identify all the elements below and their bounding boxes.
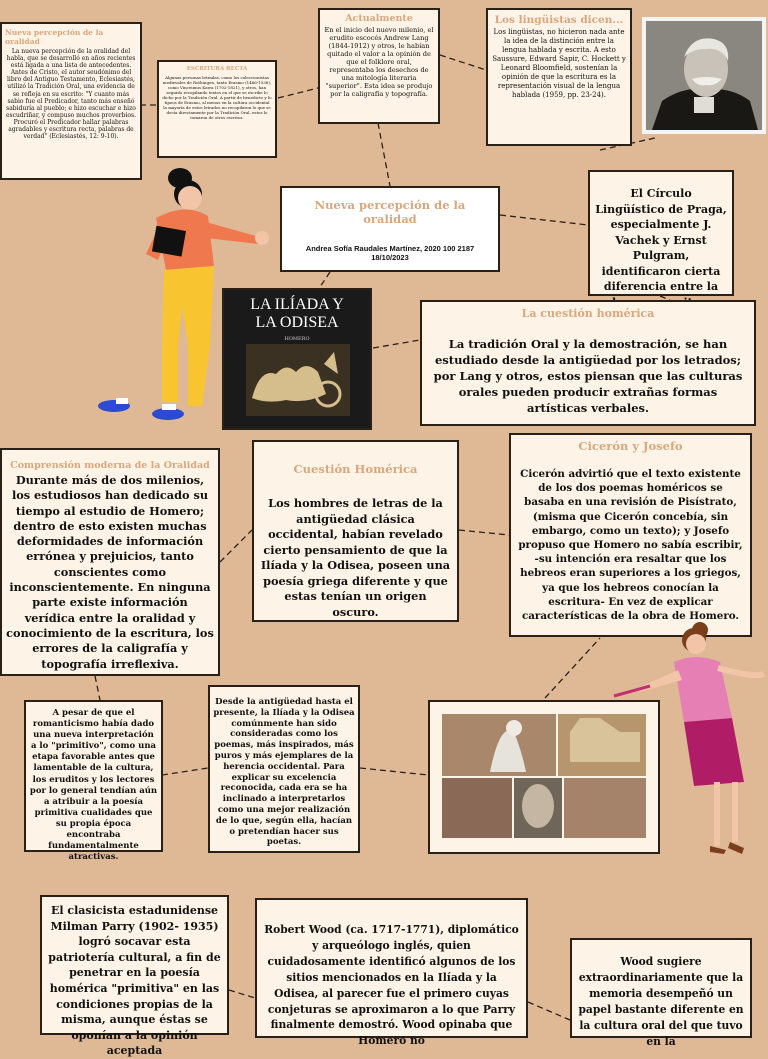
author-name: Andrea Sofía Raudales Martínez, 2020 100 2187 xyxy=(305,244,475,253)
card-nueva-percepcion xyxy=(0,22,142,180)
card-antiguedad xyxy=(208,685,360,853)
connector-romanticismo-antiguedad xyxy=(162,768,208,775)
connector-wood-wood2 xyxy=(528,1002,570,1020)
card-escritura-recta xyxy=(157,60,277,158)
card-robert-wood xyxy=(255,898,528,1048)
chariot-icon xyxy=(246,344,350,416)
card-text: Los lingüistas, no hicieron nada ante la idea de la distinción entre la lengua hablada y escrita. A esto Saussure, Edward Sapir, C. Hockett y Leonard Bloomfield, sostenían la opinión de que la escritura es la representación visual de la lengua hablada (1959, pp. 23-24). xyxy=(492,28,626,99)
card-cuestion-homerica xyxy=(252,440,459,622)
book-cover-image xyxy=(222,288,372,430)
card-actualmente xyxy=(318,8,440,124)
book-title-line-2: LA ODISEA xyxy=(255,314,339,331)
book-author: HOMERO xyxy=(284,336,310,342)
card-wood-sugiere xyxy=(570,938,752,1048)
connector-cuestion-ciceron xyxy=(459,530,509,535)
card-text: El clasicista estadunidense Milman Parry (1902- 1935) logró socavar esta patriotería cultural, a fin de penetrar en la poesía homérica "primitiva" en las condiciones propias de la misma, aunque éstas se oponían a la opinión aceptada xyxy=(48,904,221,1058)
woman-illustration xyxy=(614,618,768,858)
card-title: Cuestión Homérica xyxy=(293,462,418,476)
card-text: Durante más de dos milenios, los estudiosos han dedicado su tiempo al estudio de Homero; dentro de esto existen muchas deformidades de información errónea y prejuicios, tanto conscientes como inconscientemente. En ninguna parte existe información verídica entre la oralidad y conocimiento de la escritura, los errores de la caligrafía y topografía irreflexiva. xyxy=(6,473,214,671)
connector-parry-wood xyxy=(229,990,255,998)
book-title-line-1: LA ILÍADA Y xyxy=(250,296,344,313)
card-text: Robert Wood (ca. 1717-1771), diplomático y arqueólogo inglés, quien cuidadosamente identificó algunos de los sitios mencionados en la Ilíada y la Odisea, al parecer fue el primero cuyas conjeturas se aproximaron a lo que Parry finalmente demostró. Wood opinaba que Homero no xyxy=(264,923,519,1048)
card-title: Actualmente xyxy=(345,13,413,24)
card-text: La nueva percepción de la oralidad del habla, que se desarrolló en años recientes está ligada a una lista de antecedentes. Antes de Cristo, el autor seudónimo del libro del Antiguo Testamento, Eclesiastés, utilizó la Tradición Oral, una evidencia de se refleja en su escrito: "Y cuanto más sabio fue el Predicador, tanto más enseñó sabiduría al pueblo; e hizo escuchar e hizo escudriñar, y compuso muchos proverbios. Procuró el Predicador hallar palabras agradables y escritura recta, palabras de verdad" (Eclesiastés, 12: 9-10). xyxy=(5,48,137,141)
card-circulo-linguistico xyxy=(588,170,734,296)
connector-ciceron-photo xyxy=(545,638,600,698)
portrait-photo xyxy=(642,17,766,134)
connector-antiguedad-photo xyxy=(360,768,428,775)
connector-escritura-actualmente xyxy=(278,88,318,98)
card-title: La cuestión homérica xyxy=(521,307,655,320)
card-text: Wood sugiere extraordinariamente que la memoria desempeñó un papel bastante diferente en la cultura oral del que tuvo en la xyxy=(578,955,744,1048)
card-text: Desde la antigüedad hasta el presente, la Ilíada y la Odisea comúnmente han sido consideradas como los poemas, más inspirados, más puros y más ejemplares de la herencia occidental. Para explicar su excelencia reconocida, cada era se ha inclinado a interpretarlos como una mejor realización de lo que, según ella, hacían o pretendían hacer sus poetas. xyxy=(213,697,355,848)
card-text: La tradición Oral y la demostración, se han estudiado desde la antigüedad por los letrados; por Lang y otros, estos piensan que las culturas orales pueden producir extrañas formas artísticas verbales. xyxy=(433,337,743,415)
card-comprension-moderna xyxy=(0,448,220,676)
card-ciceron-josefo xyxy=(509,433,752,637)
connector-comprension-romanticismo xyxy=(95,676,100,700)
portrait-icon xyxy=(642,17,766,134)
card-title: ESCRITURA RECTA xyxy=(186,66,248,72)
card-text: Los hombres de letras de la antigüedad clásica occidental, habían revelado cierto pensamiento de que la Ilíada y la Odisea, poseen una poesía griega diferente y que estas tenían un origen oscuro. xyxy=(260,496,451,619)
center-title-card xyxy=(280,186,500,272)
card-text: Cicerón advirtió que el texto existente de los dos poemas homéricos se basaba en una revisión de Pisístrato, (misma que Cicerón concebía, sin embargo, como un texto); y Josefo propuso que Homero no sabía escribir, -su intención era resaltar que los hebreos eran superiores a los griegos, ya que los hebreos conocían la escritura- En vez de explicar características de la obra de Homero. xyxy=(518,468,743,623)
card-text: A pesar de que el romanticismo había dado una nueva interpretación a lo "primitivo", como una etapa favorable antes que lamentable de la cultura, los eruditos y los lectores por lo general tendían aún a atribuir a la poesía primitiva cualidades que su propia época encontraba fundamentalmente atractivas. xyxy=(29,708,158,863)
card-text: El Círculo Lingüístico de Praga, especialmente J. Vachek y Ernst Pulgram, identificaron cierta diferencia entre la xyxy=(595,187,727,293)
card-romanticismo xyxy=(24,700,163,863)
card-linguistas xyxy=(486,8,632,146)
date: 18/10/2023 xyxy=(371,253,409,262)
card-text: Algunas personas letradas, como los coleccionistas medievales de Rothingen, tanto Erasmo (1466-1536), como Vinceimus Kawa (1702-1821), y otros, han seguido recopilando textos en el que se escribe lo dicho por la Tradición Oral. A partir de benedicto y lo tipeos de Erasmo, al menos en la cultura occidental la mayoría de estos letrados no recopilaron lo que se decía directamente por la Tradición Oral, estos lo tomaron de otros escritos. xyxy=(162,75,272,120)
connector-comprension-cuestion xyxy=(220,530,252,562)
connector-book-cuestion xyxy=(373,340,420,348)
card-la-cuestion-homerica xyxy=(420,300,756,426)
card-title: Nueva percepción de la oralidad xyxy=(5,28,104,46)
card-title: Los lingüistas dicen... xyxy=(494,14,624,26)
connector-actualmente-center xyxy=(378,123,390,186)
connector-actualmente-linguistas xyxy=(440,55,486,70)
page-title: Nueva percepción de la oralidad xyxy=(314,198,466,226)
card-text: En el inicio del nuevo milenio, el erudito escocés Andrew Lang (1844-1912) y otros, le habían quitado el valor a la opinión de que el folklore oral, representaba los desechos de una mitología literaria "superior". Esta idea se produjo por la caligrafía y topografía. xyxy=(324,26,434,98)
connector-center-circulo xyxy=(500,215,588,225)
card-milman-parry xyxy=(40,895,229,1058)
card-title: Comprensión moderna de la Oralidad xyxy=(10,460,210,471)
card-title: Cicerón y Josefo xyxy=(578,439,683,453)
